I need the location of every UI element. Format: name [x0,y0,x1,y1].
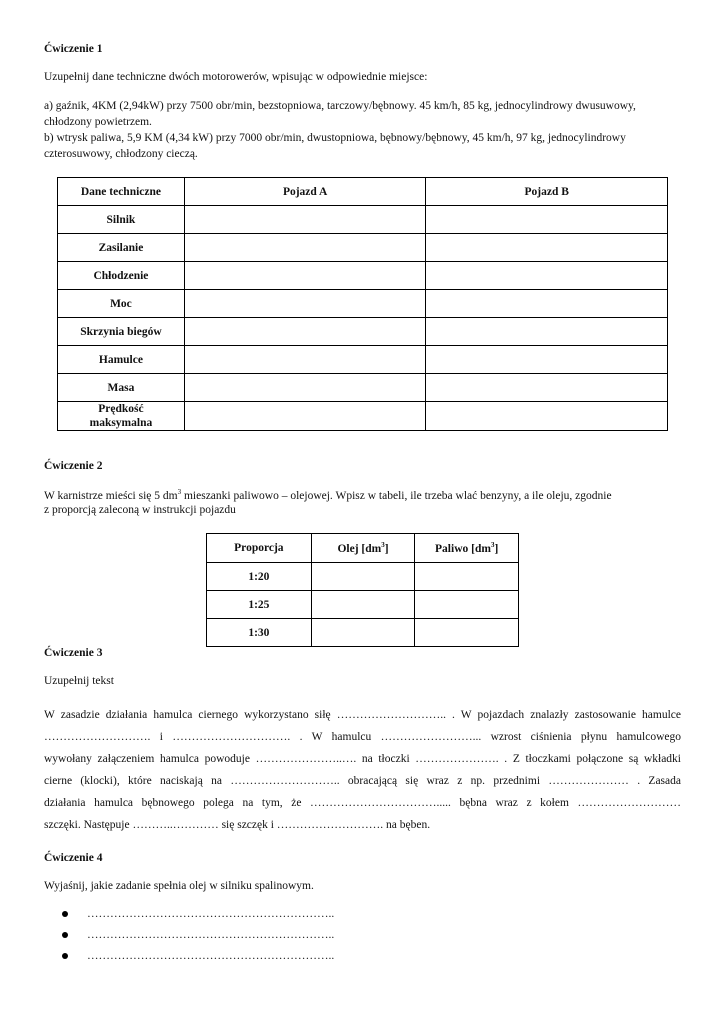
header-oil-sup: 3 [381,541,385,550]
table-header-row [58,178,668,206]
table-row [207,563,519,591]
exercise-2-instruction-line1 [44,488,612,502]
cell-fuel-1-20[interactable] [415,563,519,591]
header-fuel-close: ] [494,542,499,555]
cell-oil-1-30[interactable] [311,619,415,647]
cell-oil-1-25[interactable] [311,591,415,619]
answer-line[interactable]: ……………………………………………………….. [87,929,335,941]
header-vehicle-b: Pojazd B [426,178,668,206]
table-row [58,206,668,234]
proportion-1-20: 1:20 [207,563,312,591]
table-row [58,318,668,346]
table-row [58,346,668,374]
header-oil-close: ] [384,542,389,555]
header-fuel-sup: 3 [490,541,495,550]
row-label-gearbox: Skrzynia biegów [58,318,185,346]
tech-data-table [57,177,668,431]
exercise-3-title: Ćwiczenie 3 [44,647,103,659]
header-proportion: Proporcja [207,534,312,563]
cell-vehicle-a-fuel-supply[interactable] [184,234,426,262]
cell-fuel-1-25[interactable] [415,591,519,619]
exercise-1-option-b-line1: b) wtrysk paliwa, 5,9 KM (4,34 kW) przy 7000 obr/min, dwustopniowa, bębnowy/bębnowy, 45 km/h, 97 kg, jednocylindrowy [44,132,626,144]
table-row [58,234,668,262]
exercise-1-option-a-line1: a) gaźnik, 4KM (2,94kW) przy 7500 obr/min, bezstopniowa, tarczowy/bębnowy. 45 km/h, 85 kg, jednocylindrowy dwusuwowy, [44,100,636,112]
cell-vehicle-b-engine[interactable] [426,206,668,234]
cell-vehicle-b-fuel-supply[interactable] [426,234,668,262]
exercise-2-instruction-line2: z proporcją zaleconą w instrukcji pojazdu [44,504,236,516]
table-row [207,591,519,619]
row-label-fuel-supply: Zasilanie [58,234,185,262]
exercise-3-instruction: Uzupełnij tekst [44,675,114,687]
exercise-2-line1-part2: mieszanki paliwowo – olejowej. Wpisz w tabeli, ile trzeba wlać benzyny, a ile oleju, zgodnie [181,489,612,502]
exercise-1-title: Ćwiczenie 1 [44,43,103,55]
cell-vehicle-a-brakes[interactable] [184,346,426,374]
row-label-max-speed-line1: Prędkość [98,403,144,415]
table-row [58,290,668,318]
row-label-max-speed-line2: maksymalna [89,417,153,429]
answer-line[interactable]: ……………………………………………………….. [87,908,335,920]
table-header-row [207,534,519,563]
row-label-brakes: Hamulce [58,346,185,374]
bullet-dot-icon [62,911,68,917]
cell-oil-1-20[interactable] [311,563,415,591]
proportion-1-30: 1:30 [207,619,312,647]
row-label-cooling: Chłodzenie [58,262,185,290]
answer-line[interactable]: ……………………………………………………….. [87,950,335,962]
exercise-4-title: Ćwiczenie 4 [44,852,103,864]
proportion-1-25: 1:25 [207,591,312,619]
row-label-max-speed [58,402,185,431]
cell-vehicle-b-max-speed[interactable] [426,402,668,431]
exercise-3-text-line: wywołany załączeniem hamulca powoduje …………………..…. na tłoczki …………………. . Z tłoczkami połączone są wkładki [44,753,681,765]
row-label-engine: Silnik [58,206,185,234]
cell-vehicle-b-brakes[interactable] [426,346,668,374]
cell-fuel-1-30[interactable] [415,619,519,647]
row-label-mass: Masa [58,374,185,402]
exercise-2-line1-part1: W karnistrze mieści się 5 dm [44,489,178,502]
header-fuel [415,534,519,563]
exercise-2-title: Ćwiczenie 2 [44,460,103,472]
table-row [207,619,519,647]
table-row [58,374,668,402]
exercise-2-line1-sup: 3 [177,488,182,496]
exercise-3-text-line: W zasadzie działania hamulca ciernego wykorzystano siłę ……………………….. . W pojazdach znalazły zastosowanie hamulce [44,709,681,721]
header-fuel-text: Paliwo [dm [435,542,491,555]
cell-vehicle-b-power[interactable] [426,290,668,318]
cell-vehicle-a-max-speed[interactable] [184,402,426,431]
bullet-dot-icon [62,932,68,938]
cell-vehicle-a-power[interactable] [184,290,426,318]
exercise-3-text-line: cierne (klocki), które naciskają na ……………………….. obracającą się wraz z np. przednimi ………………… . Zasada [44,775,681,787]
exercise-3-text-last-line: szczęki. Następuje ………..………… się szczęk i ………………………. na bęben. [44,819,431,831]
cell-vehicle-a-gearbox[interactable] [184,318,426,346]
exercise-3-text-line: działania hamulca bębnowego polega na tym, że ……………………………..... bębna wraz z kołem ……………………… [44,797,681,809]
header-oil [311,534,415,563]
header-tech-data: Dane techniczne [58,178,185,206]
table-row [58,402,668,431]
row-label-power: Moc [58,290,185,318]
cell-vehicle-a-cooling[interactable] [184,262,426,290]
cell-vehicle-b-mass[interactable] [426,374,668,402]
cell-vehicle-a-engine[interactable] [184,206,426,234]
cell-vehicle-a-mass[interactable] [184,374,426,402]
fuel-mix-table [206,533,519,647]
header-vehicle-a: Pojazd A [184,178,426,206]
exercise-3-text-line: ………………………. i …………………………. . W hamulcu ……………………... wzrost ciśnienia płynu hamulcowego [44,731,681,743]
cell-vehicle-b-gearbox[interactable] [426,318,668,346]
cell-vehicle-b-cooling[interactable] [426,262,668,290]
exercise-1-option-b-line2: czterosuwowy, chłodzony cieczą. [44,148,198,160]
bullet-dot-icon [62,953,68,959]
table-row [58,262,668,290]
answer-bullet [62,908,372,924]
exercise-1-option-a-line2: chłodzony powietrzem. [44,116,152,128]
exercise-4-instruction: Wyjaśnij, jakie zadanie spełnia olej w silniku spalinowym. [44,880,314,892]
answer-bullet [62,950,372,966]
header-oil-text: Olej [dm [337,542,382,555]
answer-bullet [62,929,372,945]
exercise-1-instruction: Uzupełnij dane techniczne dwóch motorowerów, wpisując w odpowiednie miejsce: [44,71,428,83]
